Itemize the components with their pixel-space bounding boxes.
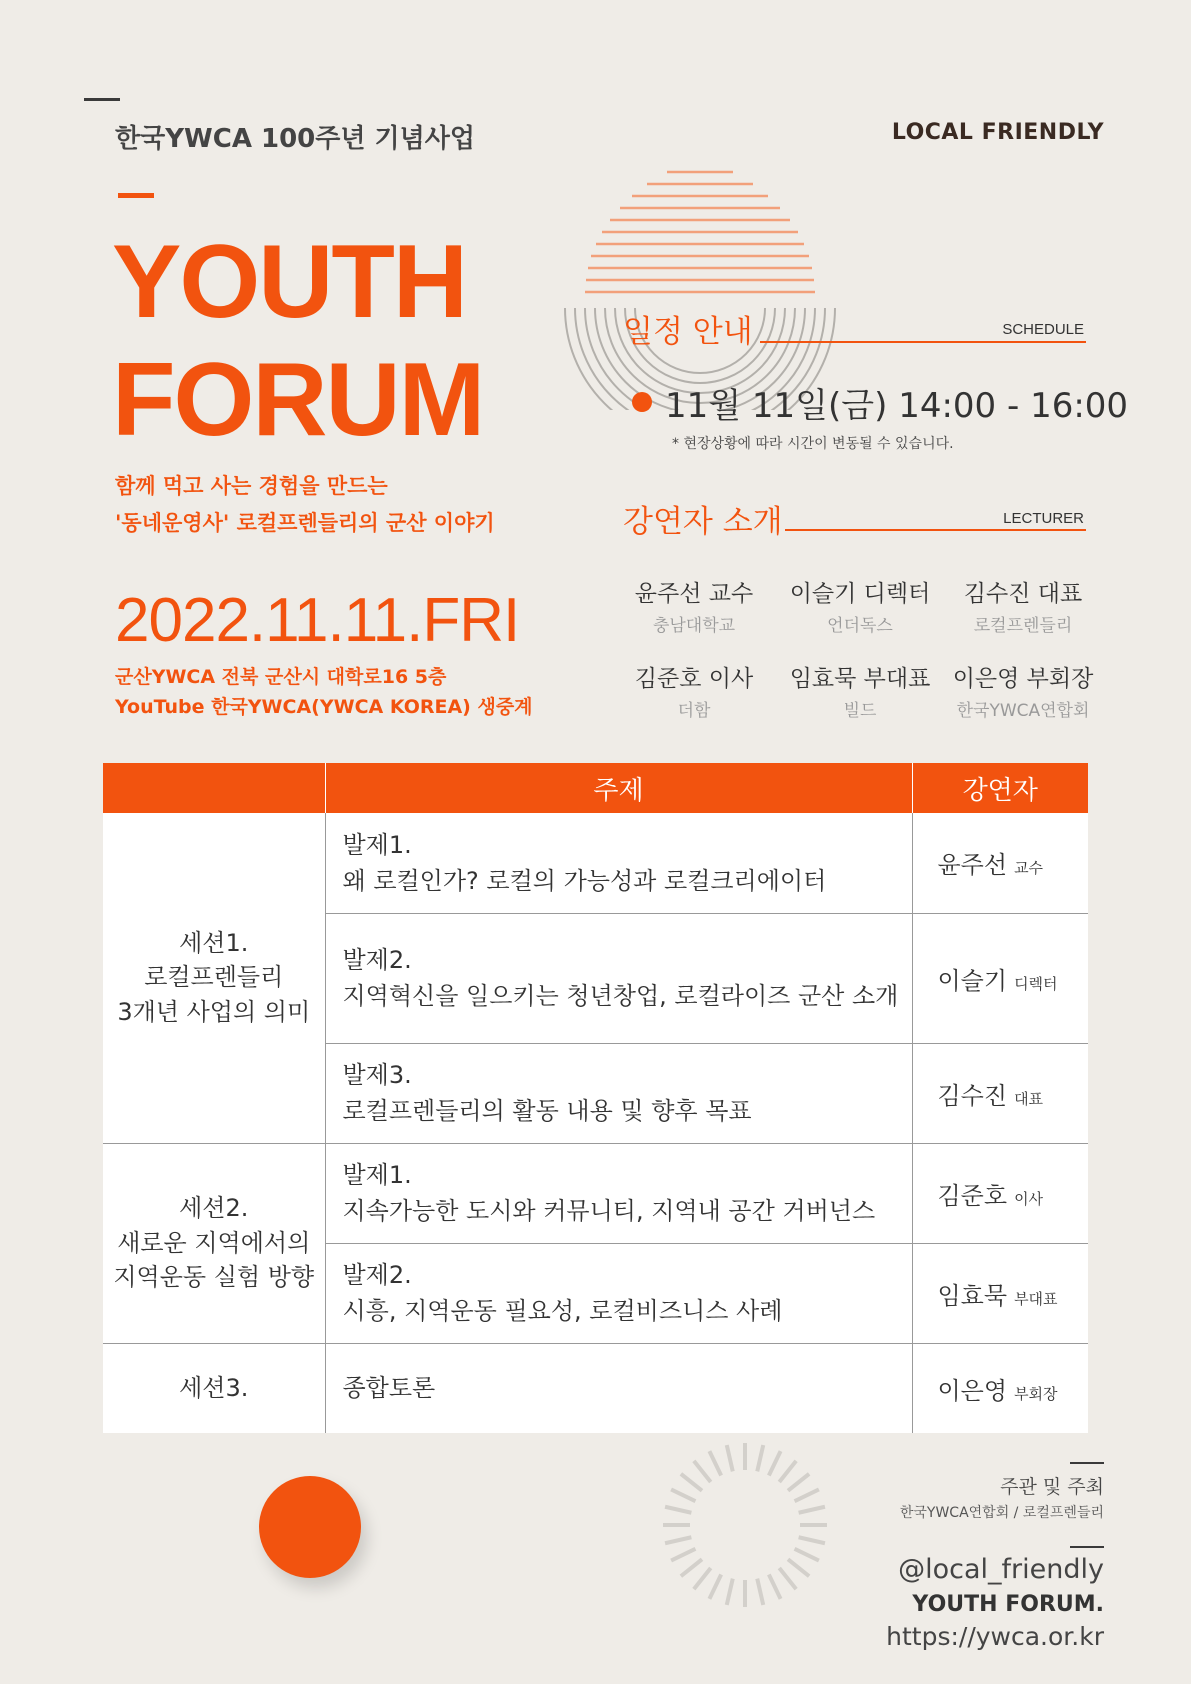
topic-label: 발제1. bbox=[342, 830, 412, 859]
program-table bbox=[103, 763, 1088, 1433]
session-title: 로컬프렌들리 bbox=[144, 963, 284, 992]
session-label: 세션1. bbox=[179, 928, 249, 957]
forum-title-line2: FORUM bbox=[112, 342, 484, 458]
topic-cell bbox=[325, 913, 912, 1043]
header-title: 한국YWCA 100주년 기념사업 bbox=[115, 124, 476, 154]
speaker-cell bbox=[912, 1143, 1088, 1243]
lecturer-name: 김준호 이사 bbox=[634, 666, 754, 692]
speaker-role: 이사 bbox=[1014, 1189, 1044, 1208]
decorative-tick-ring bbox=[655, 1435, 835, 1615]
topic-text: 종합토론 bbox=[342, 1374, 436, 1403]
schedule-time: 11월 11일(금) 14:00 - 16:00 bbox=[665, 386, 1129, 426]
footer-dash bbox=[1070, 1546, 1104, 1548]
tick-mark bbox=[799, 1507, 825, 1513]
tick-mark bbox=[694, 1461, 711, 1482]
title-accent-dash bbox=[118, 193, 154, 198]
tick-mark bbox=[757, 1579, 763, 1605]
lecturer-name: 이은영 부회장 bbox=[952, 666, 1094, 692]
lecturer-card bbox=[938, 660, 1108, 721]
lecturer-name: 이슬기 디렉터 bbox=[789, 581, 931, 607]
forum-title-line1: YOUTH bbox=[112, 224, 466, 340]
tick-mark bbox=[795, 1489, 819, 1501]
lecturer-card bbox=[775, 660, 945, 721]
lecturer-name: 윤주선 교수 bbox=[634, 581, 754, 607]
tick-mark bbox=[788, 1559, 809, 1576]
table-row bbox=[103, 813, 1088, 913]
decorative-orange-circle bbox=[259, 1476, 361, 1578]
lecturer-org: 한국YWCA연합회 bbox=[956, 701, 1090, 721]
schedule-rule bbox=[760, 341, 1086, 343]
session-label: 세션3. bbox=[179, 1373, 249, 1402]
topic-label: 발제2. bbox=[342, 1261, 412, 1289]
session-cell bbox=[103, 813, 325, 1143]
topic-text: 시흥, 지역운동 필요성, 로컬비즈니스 사례 bbox=[342, 1297, 783, 1325]
table-header-row bbox=[103, 763, 1088, 813]
lecturer-name: 임효묵 부대표 bbox=[789, 666, 931, 692]
tick-mark bbox=[671, 1489, 695, 1501]
speaker-cell bbox=[912, 1243, 1088, 1343]
speaker-role: 대표 bbox=[1014, 1089, 1044, 1108]
topic-label: 발제1. bbox=[342, 1161, 412, 1189]
lecturer-card bbox=[609, 575, 779, 636]
speaker-role: 부회장 bbox=[1014, 1384, 1058, 1403]
lecturer-card bbox=[609, 660, 779, 721]
tick-mark bbox=[795, 1549, 819, 1561]
lecturer-org: 언더독스 bbox=[827, 616, 893, 636]
table-header-speaker: 강연자 bbox=[912, 763, 1088, 813]
lecturer-card bbox=[775, 575, 945, 636]
lecturer-org: 로컬프렌들리 bbox=[973, 616, 1073, 636]
table-header-session bbox=[103, 763, 325, 813]
lecturer-org: 충남대학교 bbox=[652, 616, 736, 636]
footer-social-handle: @local_friendly bbox=[898, 1554, 1104, 1585]
topic-cell bbox=[325, 1143, 912, 1243]
speaker-name: 김수진 bbox=[937, 1081, 1008, 1110]
speaker-cell bbox=[912, 1043, 1088, 1143]
tick-mark bbox=[757, 1445, 763, 1471]
lecturer-org: 더함 bbox=[677, 701, 711, 721]
lecturer-card bbox=[938, 575, 1108, 636]
tick-mark bbox=[779, 1568, 796, 1589]
table-row bbox=[103, 1343, 1088, 1433]
speaker-name: 김준호 bbox=[937, 1181, 1008, 1210]
tick-mark bbox=[665, 1537, 691, 1543]
topic-label: 발제2. bbox=[342, 946, 412, 974]
footer-forum-title: YOUTH FORUM. bbox=[912, 1592, 1104, 1617]
tick-mark bbox=[694, 1568, 711, 1589]
lecturer-heading-eng: LECTURER bbox=[1003, 510, 1084, 527]
speaker-cell bbox=[912, 813, 1088, 913]
schedule-bullet-icon bbox=[632, 392, 652, 412]
forum-subtitle-line1: 함께 먹고 사는 경험을 만드는 bbox=[115, 474, 388, 498]
topic-text: 지속가능한 도시와 커뮤니티, 지역내 공간 거버넌스 bbox=[342, 1197, 876, 1225]
tick-mark bbox=[665, 1507, 691, 1513]
session-cell bbox=[103, 1143, 325, 1343]
event-venue: 군산YWCA 전북 군산시 대학로16 5층 bbox=[115, 666, 447, 688]
footer-host-names: 한국YWCA연합회 / 로컬프렌들리 bbox=[899, 1505, 1104, 1521]
forum-subtitle-line2: '동네운영사' 로컬프렌들리의 군산 이야기 bbox=[115, 511, 495, 535]
event-date: 2022.11.11.FRI bbox=[115, 586, 520, 655]
speaker-name: 윤주선 bbox=[937, 851, 1008, 880]
speaker-cell bbox=[912, 913, 1088, 1043]
decorative-dash bbox=[84, 98, 120, 101]
topic-cell bbox=[325, 1343, 912, 1433]
speaker-cell bbox=[912, 1343, 1088, 1433]
tick-mark bbox=[769, 1575, 781, 1599]
tick-mark bbox=[769, 1451, 781, 1475]
topic-label: 발제3. bbox=[342, 1061, 412, 1089]
session-title: 새로운 지역에서의 bbox=[117, 1228, 311, 1257]
speaker-role: 교수 bbox=[1014, 859, 1044, 878]
event-stream: YouTube 한국YWCA(YWCA KOREA) 생중계 bbox=[115, 696, 533, 718]
tick-mark bbox=[681, 1559, 702, 1576]
topic-text: 지역혁신을 일으키는 청년창업, 로컬라이즈 군산 소개 bbox=[342, 982, 899, 1010]
speaker-role: 부대표 bbox=[1014, 1289, 1058, 1308]
speaker-name: 이슬기 bbox=[937, 966, 1008, 995]
table-row bbox=[103, 1143, 1088, 1243]
schedule-heading-eng: SCHEDULE bbox=[1002, 321, 1084, 338]
speaker-role: 디렉터 bbox=[1014, 974, 1058, 993]
topic-text: 왜 로컬인가? 로컬의 가능성과 로컬크리에이터 bbox=[342, 866, 827, 895]
schedule-note: * 현장상황에 따라 시간이 변동될 수 있습니다. bbox=[672, 436, 954, 452]
speaker-name: 이은영 bbox=[937, 1376, 1008, 1405]
decorative-sun-graphic bbox=[560, 160, 840, 410]
schedule-heading: 일정 안내 bbox=[623, 314, 753, 350]
topic-cell bbox=[325, 1243, 912, 1343]
table-header-topic: 주제 bbox=[325, 763, 912, 813]
lecturer-org: 빌드 bbox=[843, 701, 877, 721]
brand-label: LOCAL FRIENDLY bbox=[891, 120, 1104, 145]
topic-cell bbox=[325, 813, 912, 913]
tick-mark bbox=[671, 1549, 695, 1561]
tick-mark bbox=[709, 1575, 721, 1599]
session-cell bbox=[103, 1343, 325, 1433]
footer-host-label: 주관 및 주최 bbox=[1000, 1476, 1104, 1498]
tick-mark bbox=[727, 1445, 733, 1471]
session-label: 세션2. bbox=[179, 1193, 249, 1222]
footer-url: https://ywca.or.kr bbox=[886, 1622, 1104, 1651]
tick-mark bbox=[788, 1474, 809, 1491]
tick-mark bbox=[799, 1537, 825, 1543]
tick-mark bbox=[709, 1451, 721, 1475]
tick-mark bbox=[681, 1474, 702, 1491]
session-title: 지역운동 실험 방향 bbox=[113, 1263, 315, 1292]
lecturer-heading: 강연자 소개 bbox=[623, 504, 783, 540]
speaker-name: 임효묵 bbox=[937, 1281, 1008, 1310]
lecturer-rule bbox=[785, 529, 1086, 531]
lecturer-name: 김수진 대표 bbox=[963, 581, 1083, 607]
tick-mark bbox=[779, 1461, 796, 1482]
topic-cell bbox=[325, 1043, 912, 1143]
footer-dash bbox=[1070, 1462, 1104, 1464]
session-title: 3개년 사업의 의미 bbox=[117, 998, 311, 1027]
tick-mark bbox=[727, 1579, 733, 1605]
topic-text: 로컬프렌들리의 활동 내용 및 향후 목표 bbox=[342, 1097, 752, 1125]
